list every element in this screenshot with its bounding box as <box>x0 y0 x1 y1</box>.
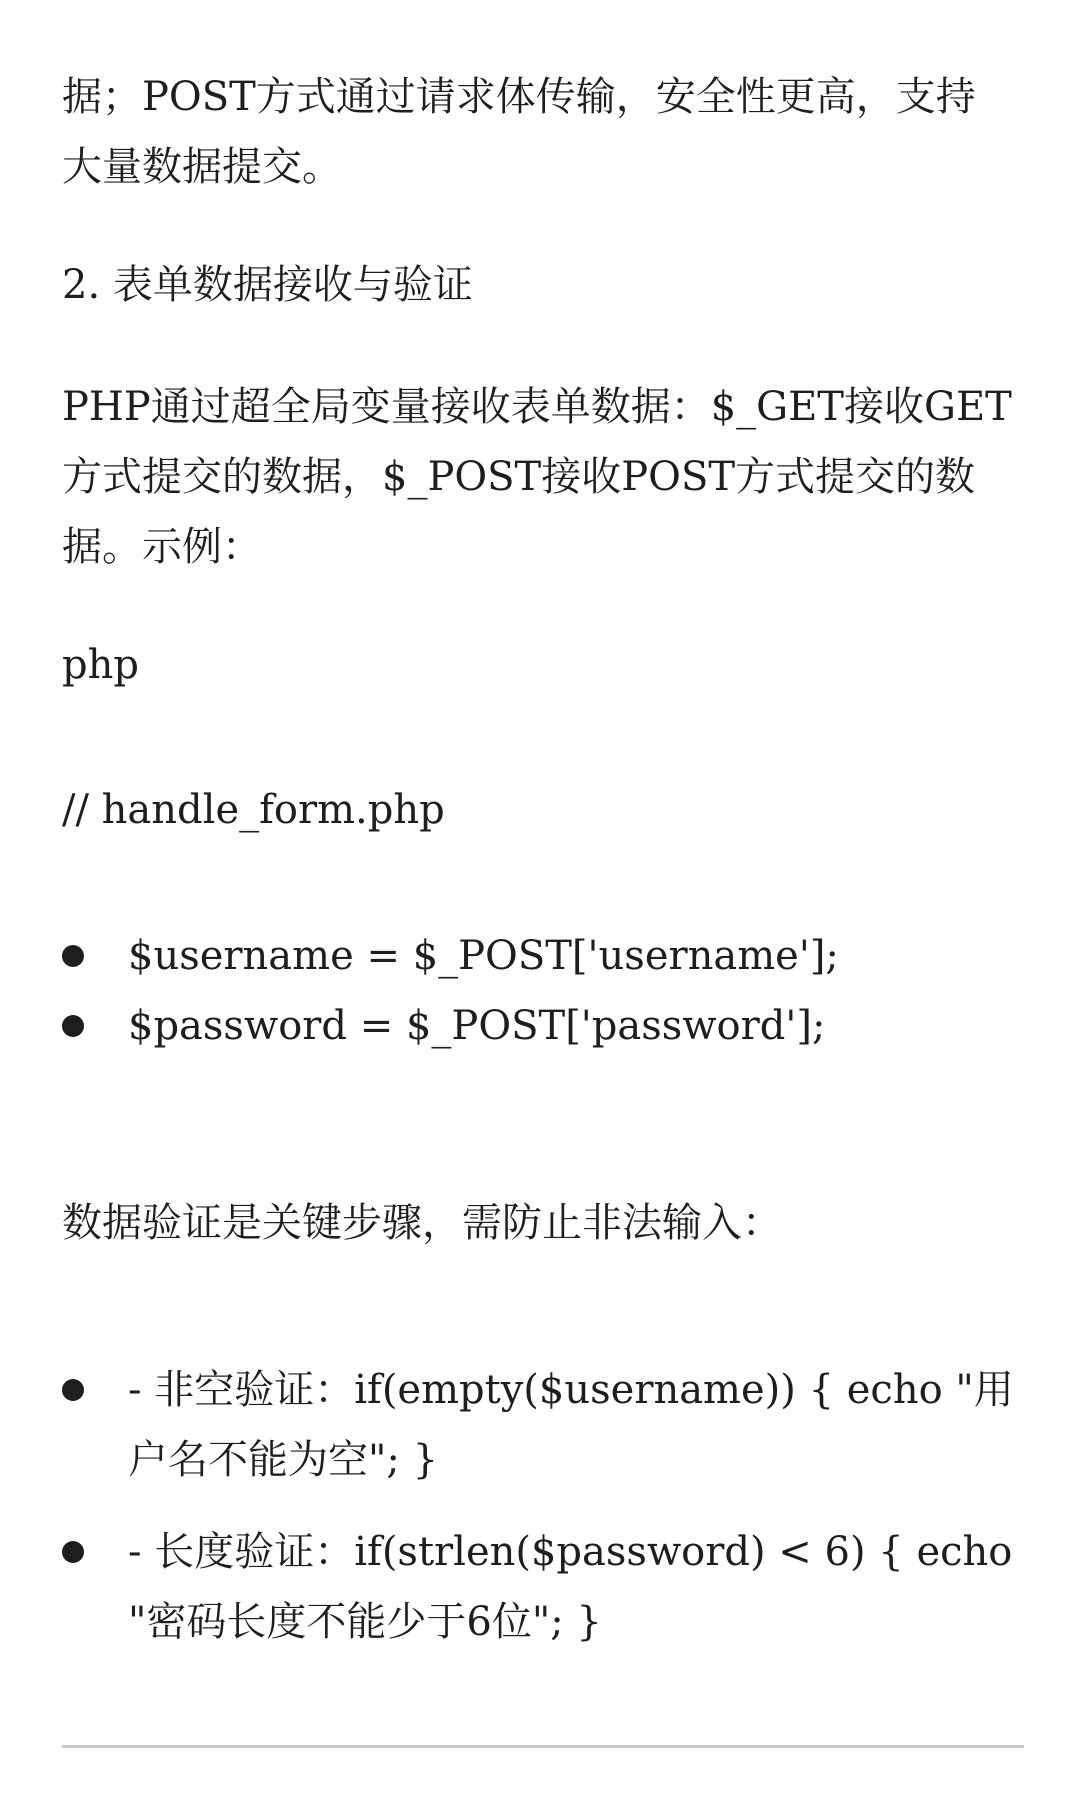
receive-line: 方式提交的数据，$_POST接收POST方式提交的数 <box>62 454 976 500</box>
validation-intro: 数据验证是关键步骤，需防止非法输入： <box>62 1200 782 1246</box>
intro-line: 据；POST方式通过请求体传输，安全性更高，支持 <box>62 74 976 120</box>
receive-paragraph <box>62 372 1024 582</box>
bullet-icon <box>62 1015 84 1037</box>
code-language-label: php <box>62 642 139 688</box>
validation-list <box>62 1355 1024 1657</box>
code-line: $password = $_POST['password']; <box>128 1003 826 1049</box>
code-line: $username = $_POST['username']; <box>128 933 839 979</box>
list-item <box>62 991 1024 1061</box>
intro-line: 大量数据提交。 <box>62 144 342 190</box>
validation-line: - 非空验证：if(empty($username)) { echo "用 <box>128 1367 1014 1413</box>
intro-paragraph <box>62 62 1024 202</box>
validation-line: 户名不能为空"; } <box>128 1437 439 1483</box>
list-item <box>62 1355 1024 1495</box>
code-list <box>62 921 1024 1061</box>
section-divider <box>62 1745 1024 1748</box>
code-comment: // handle_form.php <box>62 787 445 833</box>
validation-line: - 长度验证：if(strlen($password) < 6) { echo <box>128 1529 1013 1575</box>
receive-line: 据。示例： <box>62 524 262 570</box>
receive-line: PHP通过超全局变量接收表单数据：$_GET接收GET <box>62 384 1012 430</box>
list-item <box>62 1517 1024 1657</box>
bullet-icon <box>62 1379 84 1401</box>
bullet-icon <box>62 1541 84 1563</box>
bullet-icon <box>62 945 84 967</box>
validation-line: "密码长度不能少于6位"; } <box>128 1599 602 1645</box>
section-heading: 2. 表单数据接收与验证 <box>62 262 473 308</box>
list-item <box>62 921 1024 991</box>
